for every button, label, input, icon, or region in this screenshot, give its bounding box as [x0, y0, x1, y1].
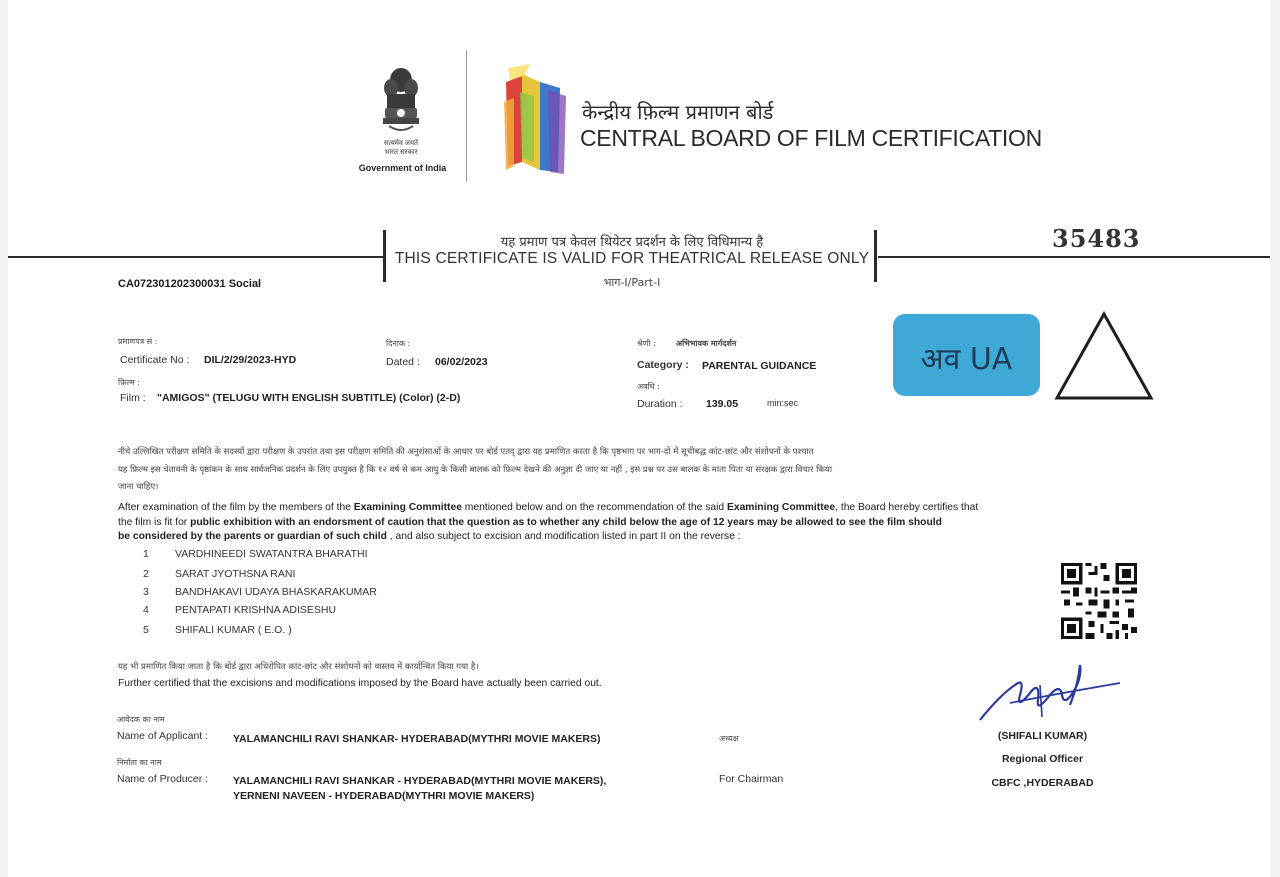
reference-code: CA072301202300031 Social [118, 278, 262, 290]
signatory-title: Regional Officer [1001, 753, 1084, 765]
cert-no-value: DIL/2/29/2023-HYD [204, 354, 297, 366]
date-label: Dated : [386, 356, 420, 368]
category-value: PARENTAL GUIDANCE [702, 360, 817, 372]
signatory-office: CBFC ,HYDERABAD [991, 777, 1094, 789]
chairman-hindi: अध्यक्ष [719, 734, 739, 743]
rating-label: अव UA [920, 342, 1013, 377]
bracket-left [383, 230, 386, 282]
government-of-india-label: Government of India [358, 163, 447, 173]
producer-value-2: YERNENI NAVEEN - HYDERABAD(MYTHRI MOVIE MAKERS) [233, 790, 535, 802]
date-hindi: दिनांक : [386, 339, 411, 348]
part-label: भाग-I/Part-I [603, 276, 661, 289]
signatory-name: (SHIFALI KUMAR) [997, 730, 1088, 742]
duration-label: Duration : [637, 398, 683, 410]
member-name: SARAT JYOTHSNA RANI [175, 568, 296, 580]
emblem-motto: सत्यमेव जयते भारत सरकार [383, 140, 419, 156]
header-divider [466, 50, 467, 182]
applicant-label: Name of Applicant : [117, 730, 209, 742]
certification-english-3: be considered by the parents or guardian of such child , and also subject to excision and modification listed in part II on the reverse : [118, 531, 741, 542]
certification-hindi-2: यह फ़िल्म इस चेतावनी के पृष्ठांकन के साथ सार्वजनिक प्रदर्शन के लिए उपयुक्त है कि १२ वर्ष से कम आयु के किसी बालक को फ़िल्म देखने की अनुज्ञा दी जाए या नहीं , इस प्रश्न पर उस बालक के माता पिता या संरक्षक द्वारा विचार किया [118, 465, 833, 475]
further-hindi: यह भी प्रमाणित किया जाता है कि बोर्ड द्वारा अधिरोपित कांट-छांट और संशोधनों को वास्तव में कार्यान्वित किया गया है। [118, 662, 479, 672]
member-number: 1 [143, 548, 149, 560]
qr-code-icon [1061, 563, 1137, 639]
film-label: Film : [120, 392, 146, 404]
rule-left [8, 256, 384, 258]
category-hindi-value: अभिभावक मार्गदर्शन [676, 339, 737, 348]
board-name-english: CENTRAL BOARD OF FILM CERTIFICATION [580, 125, 1042, 151]
cbfc-logo-icon [500, 62, 572, 177]
member-number: 3 [143, 586, 149, 598]
cert-no-label: Certificate No : [120, 354, 190, 366]
validity-hindi: यह प्रमाण पत्र केवल थियेटर प्रदर्शन के लिए विधिमान्य है [500, 235, 764, 250]
member-number: 4 [143, 604, 149, 616]
cert-no-hindi: प्रमाणपत्र सं : [118, 337, 158, 346]
further-english: Further certified that the excisions and modifications imposed by the Board have actually been carried out. [118, 678, 602, 689]
producer-hindi: निर्माता का नाम [117, 758, 162, 767]
signature [970, 655, 1130, 730]
certification-hindi-1: नीचे उल्लिखित परीक्षण समिति के सदस्यों द्वारा परीक्षण के उपरांत तथा इस परीक्षण समिति की अनुशंसाओं के आधार पर बोर्ड एतद् द्वारा यह प्रमाणित करता है कि पृष्ठभाग पर भाग-दो में सूचीबद्ध कांट-छांट और संशोधनों के पश्चात [118, 447, 814, 457]
member-name: BANDHAKAVI UDAYA BHASKARAKUMAR [175, 586, 377, 598]
member-number: 5 [143, 624, 149, 636]
member-name: PENTAPATI KRISHNA ADISESHU [175, 604, 337, 616]
applicant-value: YALAMANCHILI RAVI SHANKAR- HYDERABAD(MYTHRI MOVIE MAKERS) [233, 733, 601, 745]
producer-label: Name of Producer : [117, 773, 209, 785]
member-number: 2 [143, 568, 149, 580]
board-name-hindi: केन्द्रीय फ़िल्म प्रमाणन बोर्ड [582, 100, 774, 124]
member-name: VARDHINEEDI SWATANTRA BHARATHI [175, 548, 368, 560]
member-name: SHIFALI KUMAR ( E.O. ) [175, 624, 292, 636]
rule-right [878, 256, 1270, 258]
category-label: Category : [637, 359, 689, 371]
bracket-right [874, 230, 877, 282]
duration-hindi: अवधि : [637, 382, 660, 391]
applicant-hindi: आवेदक का नाम [117, 715, 165, 724]
duration-unit: min:sec [767, 398, 799, 408]
producer-value-1: YALAMANCHILI RAVI SHANKAR - HYDERABAD(MYTHRI MOVIE MAKERS), [233, 775, 607, 787]
for-chairman: For Chairman [719, 773, 784, 785]
category-hindi-label: श्रेणी : [637, 339, 656, 348]
serial-number: 35483 [1052, 224, 1141, 253]
validity-english: THIS CERTIFICATE IS VALID FOR THEATRICAL RELEASE ONLY [394, 250, 870, 267]
film-hindi: फ़िल्म : [118, 378, 141, 387]
film-title: "AMIGOS" (TELUGU WITH ENGLISH SUBTITLE) (Color) (2-D) [157, 392, 461, 404]
duration-value: 139.05 [706, 398, 739, 410]
triangle-icon [1053, 310, 1155, 402]
certification-hindi-3: जाना चाहिए। [118, 482, 159, 492]
date-value: 06/02/2023 [435, 356, 488, 368]
certification-english-2: the film is fit for public exhibition with an endorsment of caution that the question as to whether any child below the age of 12 years may be allowed to see the film should [118, 517, 942, 528]
certification-english-1: After examination of the film by the members of the Examining Committee mentioned below and on the recommendation of the said Examining Committee, the Board hereby certifies that [118, 502, 979, 513]
state-emblem-icon [375, 66, 427, 138]
